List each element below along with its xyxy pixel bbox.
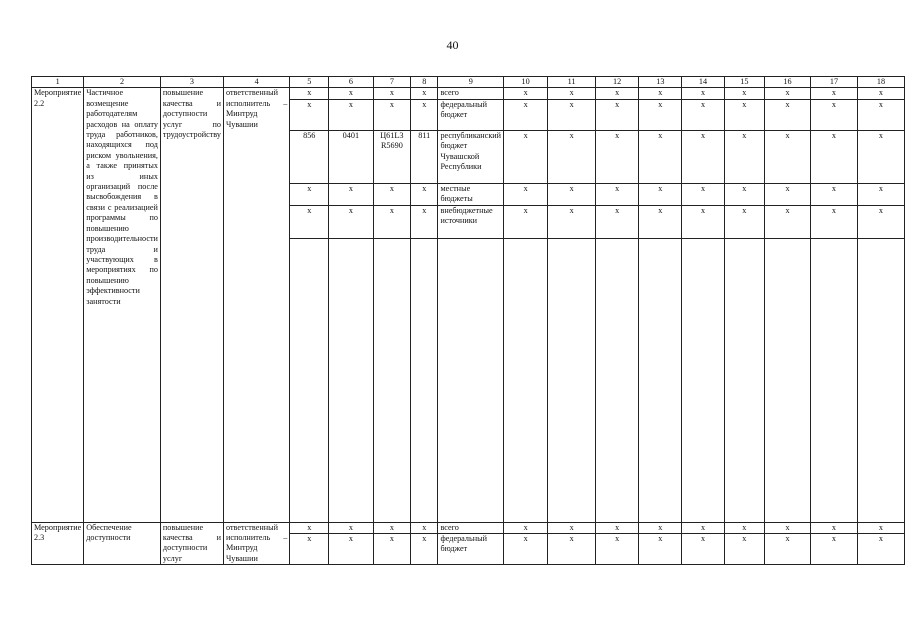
measure-name-cell <box>32 522 84 565</box>
column-number-11: 11 <box>548 77 596 88</box>
section-code: x <box>329 183 374 205</box>
value-cell: x <box>682 130 724 183</box>
value-cell: x <box>504 534 548 565</box>
funding-source: федеральный бюджет <box>438 534 504 565</box>
value-cell: x <box>810 88 857 99</box>
target-article-code: Ц61L3 R5690 <box>373 130 410 183</box>
measure-goal: повышение качества и доступности услуг <box>162 522 221 563</box>
table-row <box>32 88 905 99</box>
funding-source: всего <box>438 522 504 533</box>
value-cell: x <box>682 205 724 238</box>
measure-goal-cell <box>160 522 223 565</box>
value-cell: x <box>810 205 857 238</box>
expense-type-code: x <box>411 88 438 99</box>
measure-description-cell <box>84 88 161 522</box>
value-cell: x <box>639 99 682 130</box>
value-cell: x <box>504 88 548 99</box>
value-cell: x <box>596 183 639 205</box>
header-row <box>32 77 905 88</box>
column-number-15: 15 <box>724 77 764 88</box>
expense-type-code: x <box>411 205 438 238</box>
section-code: x <box>329 99 374 130</box>
value-cell: x <box>639 130 682 183</box>
measure-name-cell <box>32 88 84 522</box>
value-cell: x <box>857 522 904 533</box>
measure-goal: повышение качества и доступности услуг по трудоустройству <box>162 88 221 140</box>
expense-type-code: x <box>411 183 438 205</box>
section-code: x <box>329 88 374 99</box>
funding-source: всего <box>438 88 504 99</box>
value-cell: x <box>504 522 548 533</box>
value-cell: x <box>504 130 548 183</box>
measure-responsible: ответственный исполнитель – Минтруд Чувашии <box>225 522 288 563</box>
value-cell: x <box>682 534 724 565</box>
grbs-code: x <box>290 205 329 238</box>
grbs-code: 856 <box>290 130 329 183</box>
value-cell: x <box>724 522 764 533</box>
target-article-code: x <box>373 88 410 99</box>
expense-type-code: 811 <box>411 130 438 183</box>
value-cell: x <box>548 183 596 205</box>
value-cell: x <box>548 205 596 238</box>
column-number-10: 10 <box>504 77 548 88</box>
section-code: x <box>329 522 374 533</box>
value-cell: x <box>548 534 596 565</box>
page-number: 40 <box>446 38 459 52</box>
value-cell: x <box>857 130 904 183</box>
value-cell: x <box>596 99 639 130</box>
target-article-code: x <box>373 534 410 565</box>
measure-goal-cell <box>160 88 223 522</box>
value-cell: x <box>857 534 904 565</box>
funding-source: республиканский бюджет Чувашской Республики <box>438 130 504 183</box>
section-code: 0401 <box>329 130 374 183</box>
measure-responsible: ответственный исполнитель – Минтруд Чувашии <box>225 88 288 129</box>
value-cell: x <box>724 183 764 205</box>
expense-type-code: x <box>411 534 438 565</box>
grbs-code: x <box>290 88 329 99</box>
value-cell: x <box>810 99 857 130</box>
value-cell: x <box>639 522 682 533</box>
value-cell: x <box>682 522 724 533</box>
target-article-code: x <box>373 522 410 533</box>
value-cell: x <box>857 205 904 238</box>
measure-description-cell <box>84 522 161 565</box>
expense-type-code: x <box>411 99 438 130</box>
expense-type-code: x <box>411 522 438 533</box>
column-number-4: 4 <box>223 77 289 88</box>
value-cell: x <box>810 130 857 183</box>
value-cell: x <box>639 183 682 205</box>
measure-responsible-cell <box>223 522 289 565</box>
section-code: x <box>329 534 374 565</box>
value-cell: x <box>639 205 682 238</box>
column-number-2: 2 <box>84 77 161 88</box>
grbs-code: x <box>290 522 329 533</box>
value-cell: x <box>596 534 639 565</box>
value-cell: x <box>724 99 764 130</box>
target-article-code: x <box>373 183 410 205</box>
column-number-16: 16 <box>764 77 810 88</box>
column-number-5: 5 <box>290 77 329 88</box>
column-number-17: 17 <box>810 77 857 88</box>
value-cell: x <box>724 130 764 183</box>
measure-description: Частичное возмещение работодателям расходов на оплату труда работников, находящихся под риском увольнения, а также принятых из иных организаций после высвобождения в связи с реализацией программы по повышению производительности труда и участвующих в мероприятиях по повышению эффективности занятости <box>86 88 158 306</box>
value-cell: x <box>596 88 639 99</box>
value-cell: x <box>548 99 596 130</box>
measure-name: Мероприятие 2.2 <box>34 88 82 108</box>
value-cell: x <box>682 99 724 130</box>
value-cell: x <box>810 183 857 205</box>
column-number-14: 14 <box>682 77 724 88</box>
column-number-9: 9 <box>438 77 504 88</box>
value-cell: x <box>596 205 639 238</box>
value-cell: x <box>764 99 810 130</box>
value-cell: x <box>504 99 548 130</box>
value-cell: x <box>857 88 904 99</box>
value-cell: x <box>764 130 810 183</box>
value-cell: x <box>857 183 904 205</box>
table-row <box>32 522 905 533</box>
value-cell: x <box>639 534 682 565</box>
grbs-code: x <box>290 534 329 565</box>
value-cell: x <box>639 88 682 99</box>
column-number-18: 18 <box>857 77 904 88</box>
value-cell: x <box>548 88 596 99</box>
value-cell: x <box>810 534 857 565</box>
target-article-code: x <box>373 99 410 130</box>
value-cell: x <box>724 88 764 99</box>
value-cell: x <box>764 522 810 533</box>
value-cell: x <box>724 534 764 565</box>
grbs-code: x <box>290 99 329 130</box>
value-cell: x <box>682 88 724 99</box>
value-cell: x <box>810 522 857 533</box>
column-number-8: 8 <box>411 77 438 88</box>
value-cell: x <box>596 130 639 183</box>
measure-responsible-cell <box>223 88 289 522</box>
measure-description: Обеспечение доступности <box>86 522 132 543</box>
budget-table <box>31 76 905 565</box>
value-cell: x <box>548 130 596 183</box>
column-number-12: 12 <box>596 77 639 88</box>
value-cell: x <box>504 205 548 238</box>
value-cell: x <box>857 99 904 130</box>
value-cell: x <box>764 205 810 238</box>
funding-source: внебюджетные источники <box>438 205 504 238</box>
measure-name: Мероприятие 2.3 <box>34 522 82 543</box>
column-number-3: 3 <box>160 77 223 88</box>
column-number-7: 7 <box>373 77 410 88</box>
value-cell: x <box>596 522 639 533</box>
value-cell: x <box>724 205 764 238</box>
funding-source: федеральный бюджет <box>438 99 504 130</box>
value-cell: x <box>764 88 810 99</box>
column-number-6: 6 <box>329 77 374 88</box>
section-code: x <box>329 205 374 238</box>
column-number-1: 1 <box>32 77 84 88</box>
target-article-code: x <box>373 205 410 238</box>
value-cell: x <box>764 534 810 565</box>
funding-source: местные бюджеты <box>438 183 504 205</box>
grbs-code: x <box>290 183 329 205</box>
value-cell: x <box>764 183 810 205</box>
value-cell: x <box>548 522 596 533</box>
value-cell: x <box>504 183 548 205</box>
value-cell: x <box>682 183 724 205</box>
column-number-13: 13 <box>639 77 682 88</box>
